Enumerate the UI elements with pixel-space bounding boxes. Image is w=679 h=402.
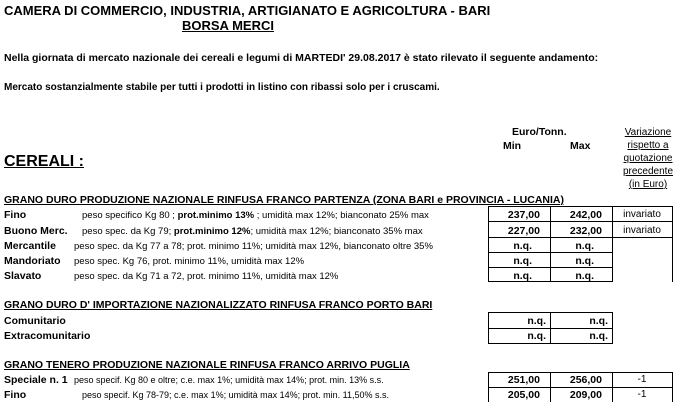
min-price: n.q. bbox=[527, 330, 546, 342]
row-description: peso spec. Kg 76, prot. minimo 11%, umidità max 12% bbox=[74, 256, 305, 267]
variation-header-line: Variazione bbox=[624, 127, 672, 138]
row-name: Fino bbox=[4, 209, 27, 221]
min-price: n.q. bbox=[513, 255, 532, 267]
max-price: 209,00 bbox=[569, 389, 602, 401]
row-description: peso specif. Kg 78-79; c.e. max 1%; umidità max 14%; prot. min. 11,50% s.s. bbox=[82, 390, 389, 400]
intro-line-1: Nella giornata di mercato nazionale dei cereali e legumi di MARTEDI' 29.08.2017 è stato rilevato il seguente andamento: bbox=[4, 52, 599, 64]
variation-header-line: (in Euro) bbox=[628, 179, 668, 190]
group-title: GRANO TENERO PRODUZIONE NAZIONALE RINFUSA FRANCO ARRIVO PUGLIA bbox=[4, 359, 410, 371]
max-price: n.q. bbox=[575, 270, 594, 282]
group-title: GRANO DURO PRODUZIONE NAZIONALE RINFUSA FRANCO PARTENZA (ZONA BARI e PROVINCIA - LUCANIA) bbox=[4, 194, 564, 206]
min-price: n.q. bbox=[527, 315, 546, 327]
grid-line bbox=[672, 372, 673, 402]
variation-header-line: rispetto a bbox=[627, 140, 669, 151]
max-price: n.q. bbox=[589, 330, 608, 342]
variation-value: invariato bbox=[623, 225, 661, 236]
grid-line bbox=[488, 252, 612, 253]
grid-line bbox=[550, 206, 551, 282]
max-header: Max bbox=[570, 140, 591, 152]
row-name: Extracomunitario bbox=[4, 330, 91, 342]
max-price: n.q. bbox=[575, 240, 594, 252]
row-name: Buono Merc. bbox=[4, 225, 68, 237]
intro-line-2: Mercato sostanzialmente stabile per tutti i prodotti in listino con ribassi solo per i cruscami. bbox=[4, 82, 440, 93]
max-price: 242,00 bbox=[569, 209, 602, 221]
grid-line bbox=[488, 237, 672, 238]
section-title: CEREALI : bbox=[4, 153, 84, 170]
variation-header-line: precedente bbox=[622, 166, 674, 177]
row-name: Mandoriato bbox=[4, 255, 61, 267]
unit-label: Euro/Tonn. bbox=[512, 126, 567, 138]
row-description: peso specifico Kg 80 ; prot.minimo 13% ; umidità max 12%; bianconato 25% max bbox=[82, 210, 429, 221]
row-description: peso spec. da Kg 77 a 78; prot. minimo 11%; umidità max 12%, bianconato oltre 35% bbox=[74, 241, 433, 252]
variation-header-line: quotazione bbox=[623, 153, 673, 164]
row-description: peso specif. Kg 80 e oltre; c.e. max 1%; umidità max 14%; prot. min. 13% s.s. bbox=[74, 375, 384, 385]
max-price: 256,00 bbox=[569, 374, 602, 386]
variation-value: -1 bbox=[637, 374, 647, 385]
grid-line bbox=[612, 206, 672, 207]
row-name: Speciale n. 1 bbox=[4, 374, 68, 386]
variation-header bbox=[618, 126, 678, 191]
group-title: GRANO DURO D' IMPORTAZIONE NAZIONALIZZATO RINFUSA FRANCO PORTO BARI bbox=[4, 299, 433, 311]
row-name: Fino bbox=[4, 389, 27, 401]
min-price: 205,00 bbox=[507, 389, 540, 401]
min-price: 237,00 bbox=[507, 209, 540, 221]
grid-line bbox=[488, 328, 612, 329]
max-price: n.q. bbox=[575, 255, 594, 267]
row-description: peso spec. da Kg 71 a 72, prot. minimo 11%, umidità max 12% bbox=[74, 271, 339, 282]
max-price: 232,00 bbox=[569, 225, 602, 237]
min-price: n.q. bbox=[513, 270, 532, 282]
row-name: Mercantile bbox=[4, 240, 56, 252]
grid-line bbox=[672, 206, 673, 282]
variation-value: -1 bbox=[637, 389, 647, 400]
page-title: CAMERA DI COMMERCIO, INDUSTRIA, ARTIGIANATO E AGRICOLTURA - BARI bbox=[4, 3, 491, 18]
row-name: Comunitario bbox=[4, 315, 66, 327]
row-description: peso spec. da Kg 79; prot.minimo 12%; umidità max 12%; bianconato 35% max bbox=[82, 226, 423, 237]
min-price: n.q. bbox=[513, 240, 532, 252]
grid-line bbox=[488, 387, 672, 388]
page-subtitle: BORSA MERCI bbox=[182, 18, 274, 33]
variation-value: invariato bbox=[623, 209, 661, 220]
grid-line bbox=[488, 221, 672, 222]
min-header: Min bbox=[503, 140, 522, 152]
min-price: 227,00 bbox=[507, 225, 540, 237]
min-price: 251,00 bbox=[507, 374, 540, 386]
grid-line bbox=[488, 267, 612, 268]
row-name: Slavato bbox=[4, 270, 42, 282]
max-price: n.q. bbox=[589, 315, 608, 327]
grid-line bbox=[612, 312, 613, 344]
